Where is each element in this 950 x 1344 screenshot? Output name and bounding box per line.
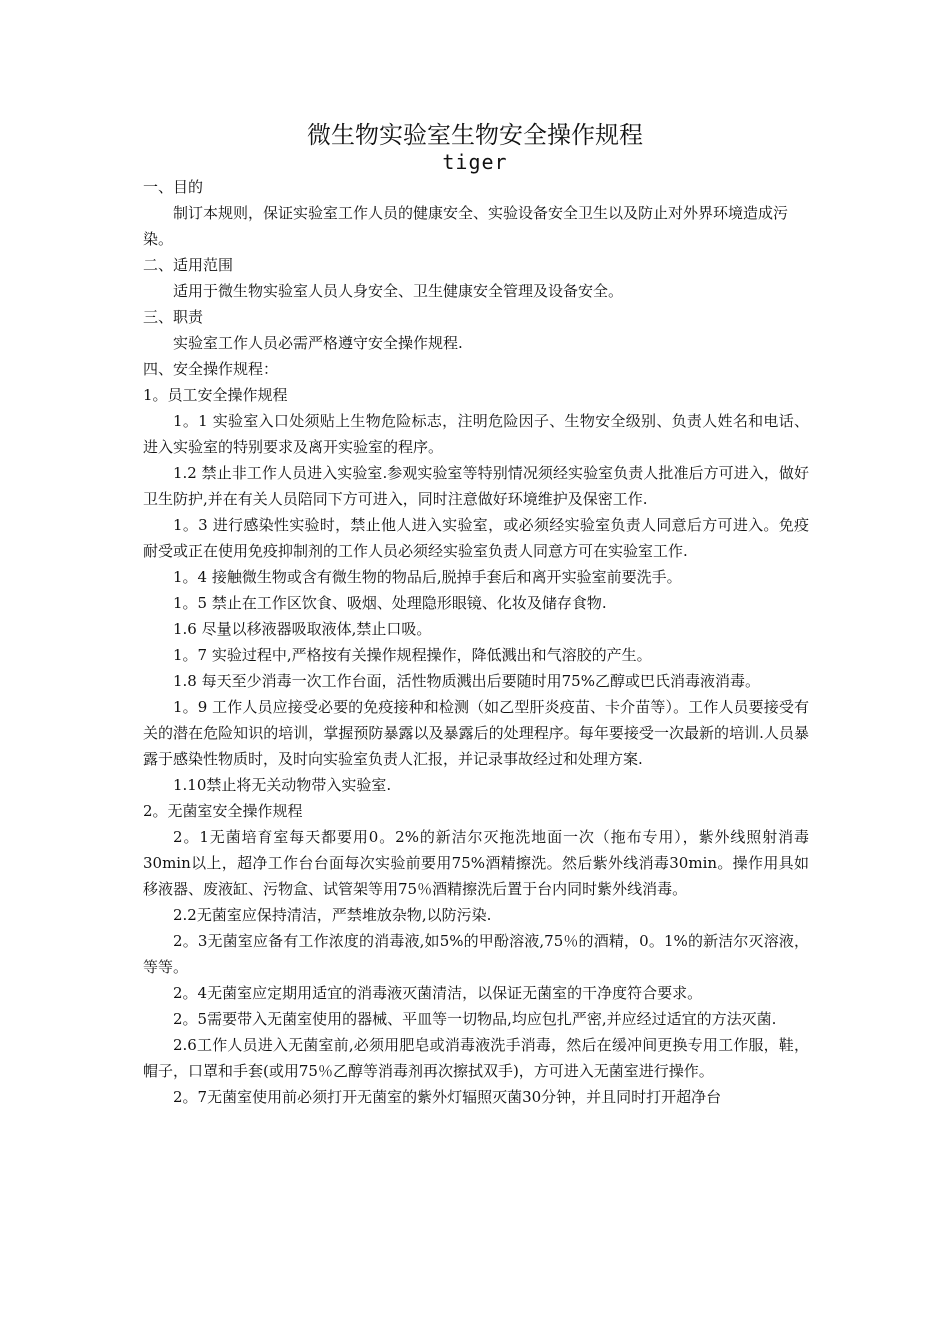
paragraph: 2。7无菌室使用前必须打开无菌室的紫外灯辐照灭菌30分钟，并且同时打开超净台 <box>173 1088 722 1106</box>
paragraph: 1。7 实验过程中,严格按有关操作规程操作，降低溅出和气溶胶的产生。 <box>173 646 652 664</box>
paragraph: 2。1无菌培育室每天都要用0。2%的新洁尔灭拖洗地面一次（拖布专用），紫外线照射消毒30min以上，超净工作台台面每次实验前要用75%酒精擦洗。然后紫外线消毒30min。操作用具如移液器、废液缸、污物盒、试管架等用75％酒精擦洗后置于台内同时紫外线消毒。 <box>143 828 809 898</box>
paragraph: 2.2无菌室应保持清洁，严禁堆放杂物,以防污染. <box>173 906 492 924</box>
section-heading: 二、适用范围 <box>143 256 234 274</box>
paragraph: 1.10禁止将无关动物带入实验室. <box>173 776 392 794</box>
paragraph: 2.6工作人员进入无菌室前,必须用肥皂或消毒液洗手消毒，然后在缓冲间更换专用工作服，鞋，帽子，口罩和手套(或用75％乙醇等消毒剂再次擦拭双手)，方可进入无菌室进行操作。 <box>143 1036 809 1080</box>
paragraph: 1。1 实验室入口处须贴上生物危险标志，注明危险因子、生物安全级别、负责人姓名和电话、进入实验室的特别要求及离开实验室的程序。 <box>143 412 809 456</box>
paragraph: 1。3 进行感染性实验时，禁止他人进入实验室，或必须经实验室负责人同意后方可进入。免疫耐受或正在使用免疫抑制剂的工作人员必须经实验室负责人同意方可在实验室工作. <box>143 516 809 560</box>
paragraph: 适用于微生物实验室人员人身安全、卫生健康安全管理及设备安全。 <box>173 282 624 300</box>
section-heading: 四、安全操作规程： <box>143 360 279 378</box>
paragraph: 制订本规则，保证实验室工作人员的健康安全、实验设备安全卫生以及防止对外界环境造成污染。 <box>143 204 789 248</box>
section-heading: 三、职责 <box>143 308 204 326</box>
section-heading: 2。无菌室安全操作规程 <box>143 802 303 820</box>
paragraph: 1.6 尽量以移液器吸取液体,禁止口吸。 <box>173 620 432 638</box>
paragraph: 实验室工作人员必需严格遵守安全操作规程. <box>173 334 463 352</box>
document-title: 微生物实验室生物安全操作规程 <box>307 121 643 149</box>
document-author: tiger <box>442 150 508 174</box>
paragraph: 1.2 禁止非工作人员进入实验室.参观实验室等特别情况须经实验室负责人批准后方可进入，做好卫生防护,并在有关人员陪同下方可进入，同时注意做好环境维护及保密工作. <box>143 464 809 508</box>
paragraph: 2。3无菌室应备有工作浓度的消毒液,如5%的甲酚溶液,75％的酒精，0。1%的新洁尔灭溶液，等等。 <box>143 932 809 976</box>
document-body <box>143 174 809 1110</box>
section-heading: 一、目的 <box>143 178 204 196</box>
paragraph: 1.8 每天至少消毒一次工作台面，活性物质溅出后要随时用75%乙醇或巴氏消毒液消毒。 <box>173 672 760 690</box>
paragraph: 1。4 接触微生物或含有微生物的物品后,脱掉手套后和离开实验室前要洗手。 <box>173 568 682 586</box>
paragraph: 1。5 禁止在工作区饮食、吸烟、处理隐形眼镜、化妆及储存食物. <box>173 594 607 612</box>
paragraph: 2。4无菌室应定期用适宜的消毒液灭菌清洁，以保证无菌室的干净度符合要求。 <box>173 984 703 1002</box>
paragraph: 1。9 工作人员应接受必要的免疫接种和检测（如乙型肝炎疫苗、卡介苗等）。工作人员要接受有关的潜在危险知识的培训，掌握预防暴露以及暴露后的处理程序。每年要接受一次最新的培训.人员暴露于感染性物质时，及时向实验室负责人汇报，并记录事故经过和处理方案. <box>143 698 809 768</box>
paragraph: 2。5需要带入无菌室使用的器械、平皿等一切物品,均应包扎严密,并应经过适宜的方法灭菌. <box>173 1010 777 1028</box>
section-heading: 1。员工安全操作规程 <box>143 386 288 404</box>
